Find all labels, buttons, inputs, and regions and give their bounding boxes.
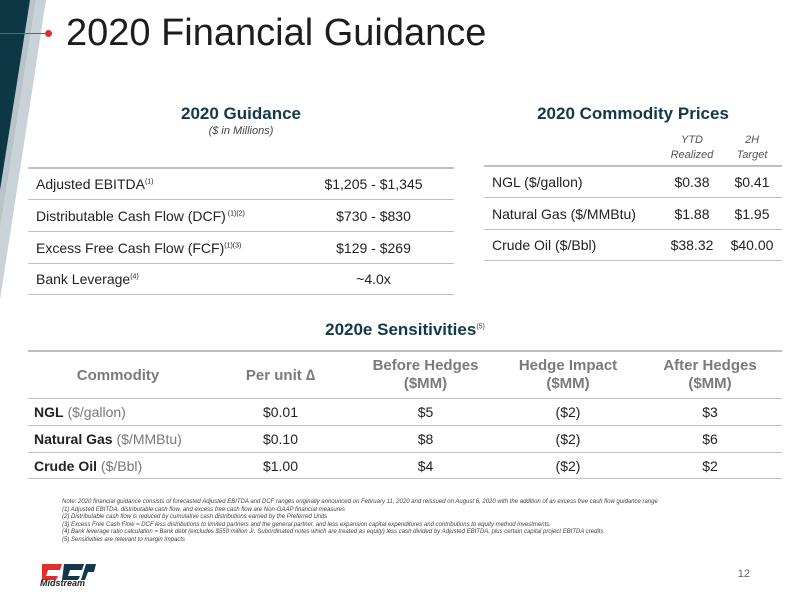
accent-line <box>0 33 48 34</box>
page-title: 2020 Financial Guidance <box>66 12 487 54</box>
sensitivities-title: 2020e Sensitivities$^{(5)}$ <box>325 320 485 339</box>
commodity-prices-table <box>484 165 782 261</box>
guidance-label: Excess Free Cash Flow (FCF)$^{(1)(3)}$ <box>36 239 242 256</box>
footnote: (3) Excess Free Cash Flow = DCF less distributions to limited partners and the general partner, and less expansion capital expenditures and contributions to equity method investments. <box>62 521 551 528</box>
logo-text: Midstream <box>40 578 86 588</box>
guidance-value: $1,205 - $1,345 <box>324 176 423 192</box>
commodity-cell: Crude Oil ($/Bbl) <box>34 457 143 474</box>
after-hedges-cell: $3 <box>702 404 718 420</box>
guidance-row <box>28 263 454 295</box>
guidance-subtitle: ($ in Millions) <box>208 125 274 137</box>
price-row <box>484 165 782 197</box>
per-unit-cell: $1.00 <box>262 457 299 474</box>
after-hedges-cell: $2 <box>702 457 718 474</box>
price-row <box>484 229 782 261</box>
per-unit-cell: $0.10 <box>262 431 299 447</box>
hedge-impact-cell: ($2) <box>555 404 581 420</box>
footnotes <box>62 499 762 545</box>
price-row <box>484 197 782 229</box>
sensitivity-row <box>28 452 782 479</box>
guidance-title: 2020 Guidance <box>180 104 301 123</box>
hedge-impact-cell: ($2) <box>555 457 581 474</box>
price-label: Crude Oil ($/Bbl) <box>492 237 597 253</box>
guidance-row <box>28 167 454 199</box>
before-hedges-cell: $8 <box>417 431 434 447</box>
price-ytd: $38.32 <box>670 237 714 253</box>
guidance-row <box>28 199 454 231</box>
sensitivities-table <box>28 350 782 479</box>
hedge-impact-cell: ($2) <box>555 431 581 447</box>
before-hedges-header: Before Hedges ($MM) <box>372 357 479 392</box>
ytd-realized-header: YTD Realized <box>670 134 714 161</box>
price-target: $1.95 <box>734 205 770 222</box>
guidance-value: $129 - $269 <box>336 239 411 256</box>
before-hedges-cell: $5 <box>417 404 434 420</box>
price-label: NGL ($/gallon) <box>492 174 583 190</box>
price-ytd: $1.88 <box>674 205 710 222</box>
guidance-table <box>28 167 454 295</box>
sensitivities-header-row <box>28 350 782 398</box>
sensitivity-row <box>28 398 782 425</box>
price-target: $0.41 <box>734 174 770 190</box>
commodity-cell: NGL ($/gallon) <box>34 404 126 420</box>
commodity-cell: Natural Gas ($/MMBtu) <box>34 431 182 447</box>
footnote: (4) Bank leverage ratio calculation = Bank debt (excludes $550 million Jr. Subordinated notes which are treated as equity) less cash divided by Adjusted EBITDA, plus certain capital project EBITDA credits <box>62 529 604 536</box>
price-ytd: $0.38 <box>674 174 710 190</box>
after-hedges-cell: $6 <box>702 431 718 447</box>
footnote: (2) Distributable cash flow is reduced by cumulative cash distributions earned by the Preferred Units <box>62 514 328 521</box>
per-unit-header: Per unit ∆ <box>245 366 316 384</box>
2h-target-header: 2H Target <box>736 134 768 161</box>
decorative-stripe <box>0 0 60 600</box>
page-number: 12 <box>737 568 750 580</box>
guidance-label: Adjusted EBITDA$^{(1)}$ <box>36 176 154 192</box>
guidance-value: ~4.0x <box>356 271 391 287</box>
accent-dot <box>45 30 52 37</box>
commodity-prices-title: 2020 Commodity Prices <box>537 104 729 123</box>
guidance-label: Bank Leverage$^{(4)}$ <box>36 271 139 287</box>
guidance-label: Distributable Cash Flow (DCF) $^{(1)(2)}$ <box>36 207 245 224</box>
sensitivity-row <box>28 425 782 452</box>
price-target: $40.00 <box>730 237 774 253</box>
footnote: Note: 2020 financial guidance consists of forecasted Adjusted EBITDA and DCF ranges originally announced on February 11, 2020 and reissued on August 6, 2020 with the addition of an excess free cash flow guidance range <box>62 499 658 505</box>
footnote: (1) Adjusted EBITDA, distributable cash flow, and excess free cash flow are Non-GAAP financial measures <box>62 506 346 513</box>
after-hedges-header: After Hedges ($MM) <box>663 357 757 392</box>
commodity-header: Commodity <box>76 366 160 384</box>
footnote: (5) Sensitivities are relevant to margin impacts <box>62 536 186 543</box>
hedge-impact-header: Hedge Impact ($MM) <box>518 357 618 392</box>
price-label: Natural Gas ($/MMBtu) <box>492 205 636 222</box>
guidance-value: $730 - $830 <box>336 207 411 224</box>
guidance-row <box>28 231 454 263</box>
before-hedges-cell: $4 <box>417 457 434 474</box>
per-unit-cell: $0.01 <box>262 404 299 420</box>
